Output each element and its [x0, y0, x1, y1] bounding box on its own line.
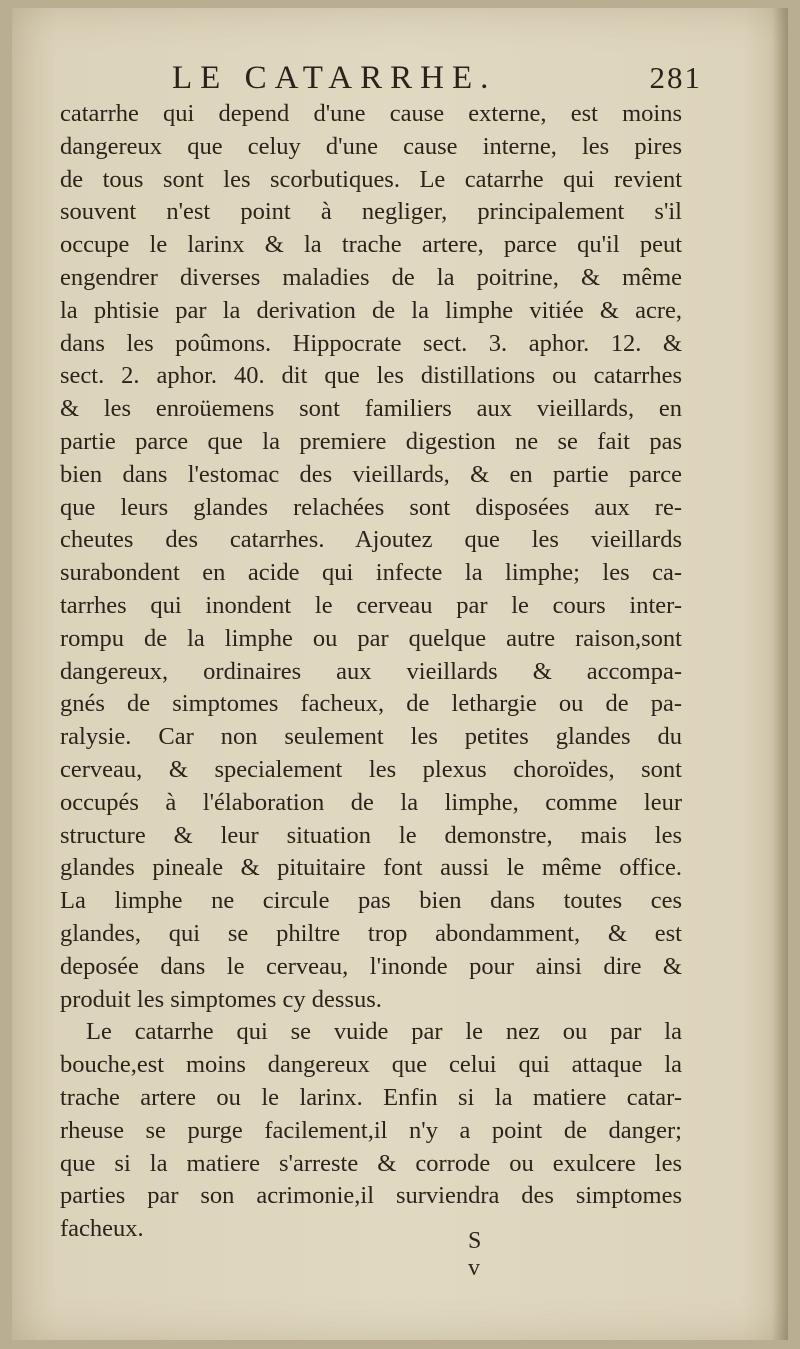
text-line: dans les poûmons. Hippocrate sect. 3. aphor. 12. &: [60, 329, 682, 357]
text-line: rompu de la limphe ou par quelque autre raison,sont: [60, 624, 682, 652]
text-line: sect. 2. aphor. 40. dit que les distillations ou catarrhes: [60, 362, 682, 390]
text-line: produit les simptomes cy dessus.: [60, 985, 382, 1013]
page-number: 281: [649, 60, 702, 95]
signature-mark: S v: [468, 1228, 500, 1281]
text-line: structure & leur situation le demonstre, mais les: [60, 821, 682, 849]
text-line: Le catarrhe qui se vuide par le nez ou par la: [86, 1018, 682, 1046]
book-page: [12, 8, 788, 1340]
text-line: surabondent en acide qui infecte la limphe; les ca-: [60, 559, 682, 587]
text-line: dangereux, ordinaires aux vieillards & accompa-: [60, 657, 682, 685]
text-line: occupe le larinx & la trache artere, parce qu'il peut: [60, 231, 682, 259]
text-line: deposée dans le cerveau, l'inonde pour ainsi dire &: [60, 952, 682, 980]
running-title: LE CATARRHE.: [172, 60, 497, 96]
page-header: [172, 60, 702, 100]
text-line: cerveau, & specialement les plexus choroïdes, sont: [60, 755, 682, 783]
text-line: catarrhe qui depend d'une cause externe, est moins: [60, 100, 682, 127]
text-line: souvent n'est point à negliger, principalement s'il: [60, 198, 682, 226]
text-line: cheutes des catarrhes. Ajoutez que les vieillards: [60, 526, 682, 554]
text-line: glandes, qui se philtre trop abondamment, & est: [60, 919, 682, 947]
text-line: bien dans l'estomac des vieillards, & en partie parce: [60, 460, 682, 488]
text-line: dangereux que celuy d'une cause interne, les pires: [60, 132, 682, 160]
text-line: bouche,est moins dangereux que celui qui attaque la: [60, 1051, 682, 1079]
text-line: que si la matiere s'arreste & corrode ou exulcere les: [60, 1149, 682, 1177]
body-text: [60, 98, 682, 1246]
text-line: ralysie. Car non seulement les petites glandes du: [60, 723, 682, 751]
page-gutter-shadow: [772, 8, 788, 1340]
text-line: engendrer diverses maladies de la poitrine, & même: [60, 263, 682, 291]
text-line: occupés à l'élaboration de la limphe, comme leur: [60, 788, 682, 816]
text-line: tarrhes qui inondent le cerveau par le cours inter-: [60, 591, 682, 619]
text-line: facheux.: [60, 1215, 144, 1243]
text-line: de tous sont les scorbutiques. Le catarrhe qui revient: [60, 165, 682, 193]
text-line: La limphe ne circule pas bien dans toutes ces: [60, 887, 682, 915]
text-line: rheuse se purge facilement,il n'y a point de danger;: [60, 1116, 682, 1144]
text-line: parties par son acrimonie,il surviendra des simptomes: [60, 1182, 682, 1210]
text-line: gnés de simptomes facheux, de lethargie ou de pa-: [60, 690, 682, 718]
text-line: & les enroüemens sont familiers aux vieillards, en: [60, 395, 682, 423]
text-line: partie parce que la premiere digestion ne se fait pas: [60, 427, 682, 455]
text-line: glandes pineale & pituitaire font aussi le même office.: [60, 854, 682, 882]
text-line: la phtisie par la derivation de la limphe vitiée & acre,: [60, 296, 682, 324]
text-line: trache artere ou le larinx. Enfin si la matiere catar-: [60, 1083, 682, 1111]
text-line: que leurs glandes relachées sont disposées aux re-: [60, 493, 682, 521]
